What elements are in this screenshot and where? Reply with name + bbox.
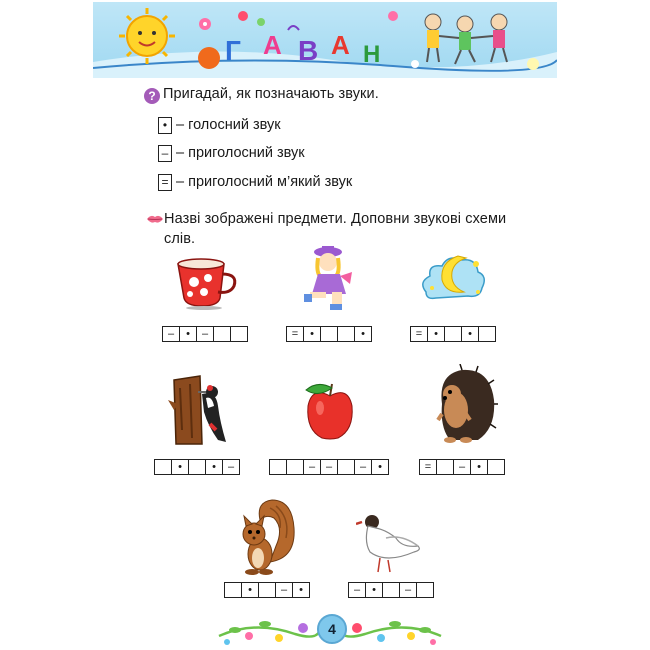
page-number: 4	[317, 614, 347, 644]
legend-soft-consonant	[158, 173, 352, 191]
cup-icon	[172, 254, 242, 310]
sound-scheme-hedgehog	[419, 459, 505, 475]
scheme-cell[interactable]	[213, 326, 231, 342]
legend-consonant	[158, 144, 305, 162]
sound-scheme-woodpecker	[154, 459, 240, 475]
svg-text:А: А	[331, 30, 350, 60]
doll-icon	[296, 244, 358, 312]
legend-label: – приголосний м’який звук	[176, 174, 353, 190]
scheme-cell[interactable]	[320, 326, 338, 342]
question-icon: ?	[144, 88, 160, 104]
scheme-cell[interactable]: •	[205, 459, 223, 475]
scheme-cell[interactable]: –	[196, 326, 214, 342]
scheme-cell[interactable]: •	[470, 459, 488, 475]
scheme-cell[interactable]: –	[303, 459, 321, 475]
scheme-cell[interactable]: –	[399, 582, 417, 598]
legend-symbol: •	[158, 117, 172, 134]
sound-scheme-cup	[162, 326, 248, 342]
svg-text:Г: Г	[225, 35, 241, 66]
scheme-cell[interactable]	[382, 582, 400, 598]
scheme-cell[interactable]: •	[354, 326, 372, 342]
scheme-cell[interactable]: •	[461, 326, 479, 342]
scheme-cell[interactable]	[478, 326, 496, 342]
squirrel-icon	[236, 498, 298, 578]
scheme-cell[interactable]: •	[365, 582, 383, 598]
svg-text:А: А	[263, 30, 282, 60]
task1-instruction: Пригадай, як позначають звуки.	[163, 86, 379, 102]
scheme-cell[interactable]: –	[162, 326, 180, 342]
sound-scheme-moon	[410, 326, 496, 342]
scheme-cell[interactable]: –	[453, 459, 471, 475]
scheme-cell[interactable]	[436, 459, 454, 475]
scheme-cell[interactable]	[224, 582, 242, 598]
sound-scheme-squirrel	[224, 582, 310, 598]
scheme-cell[interactable]: =	[419, 459, 437, 475]
scheme-cell[interactable]: •	[303, 326, 321, 342]
moon-icon	[418, 248, 488, 306]
scheme-cell[interactable]	[188, 459, 206, 475]
banner-illustration	[93, 2, 557, 78]
scheme-cell[interactable]: •	[427, 326, 445, 342]
legend-label: – голосний звук	[176, 117, 281, 133]
scheme-cell[interactable]	[258, 582, 276, 598]
task2-instruction-line1: Назві зображені предмети. Доповни звукові схеми	[164, 211, 507, 227]
scheme-cell[interactable]: •	[171, 459, 189, 475]
scheme-cell[interactable]: •	[241, 582, 259, 598]
svg-text:В: В	[298, 35, 319, 66]
legend-label: – приголосний звук	[176, 145, 305, 161]
scheme-cell[interactable]	[337, 459, 355, 475]
legend-symbol: =	[158, 174, 172, 191]
task2-instruction-line2: слів.	[164, 231, 196, 247]
scheme-cell[interactable]	[286, 459, 304, 475]
sound-scheme-apple	[269, 459, 389, 475]
children-icon	[425, 14, 507, 64]
sound-scheme-doll	[286, 326, 372, 342]
scheme-cell[interactable]	[487, 459, 505, 475]
scheme-cell[interactable]: –	[348, 582, 366, 598]
lips-icon	[146, 214, 164, 224]
scheme-cell[interactable]: –	[222, 459, 240, 475]
scheme-cell[interactable]: –	[354, 459, 372, 475]
hedgehog-icon	[432, 364, 498, 444]
sound-scheme-gull	[348, 582, 434, 598]
scheme-cell[interactable]	[154, 459, 172, 475]
scheme-cell[interactable]	[337, 326, 355, 342]
svg-text:Н: Н	[363, 41, 381, 68]
scheme-cell[interactable]: –	[320, 459, 338, 475]
scheme-cell[interactable]	[444, 326, 462, 342]
scheme-cell[interactable]: •	[371, 459, 389, 475]
header-banner	[93, 2, 557, 78]
scheme-cell[interactable]	[230, 326, 248, 342]
scheme-cell[interactable]: –	[275, 582, 293, 598]
apple-icon	[302, 380, 358, 442]
gull-icon	[356, 512, 422, 574]
scheme-cell[interactable]	[416, 582, 434, 598]
scheme-cell[interactable]	[269, 459, 287, 475]
scheme-cell[interactable]: •	[292, 582, 310, 598]
scheme-cell[interactable]: =	[286, 326, 304, 342]
woodpecker-icon	[166, 370, 230, 446]
legend-symbol: –	[158, 145, 172, 162]
legend-vowel	[158, 116, 281, 134]
sun-icon	[119, 8, 175, 64]
scheme-cell[interactable]: •	[179, 326, 197, 342]
scheme-cell[interactable]: =	[410, 326, 428, 342]
